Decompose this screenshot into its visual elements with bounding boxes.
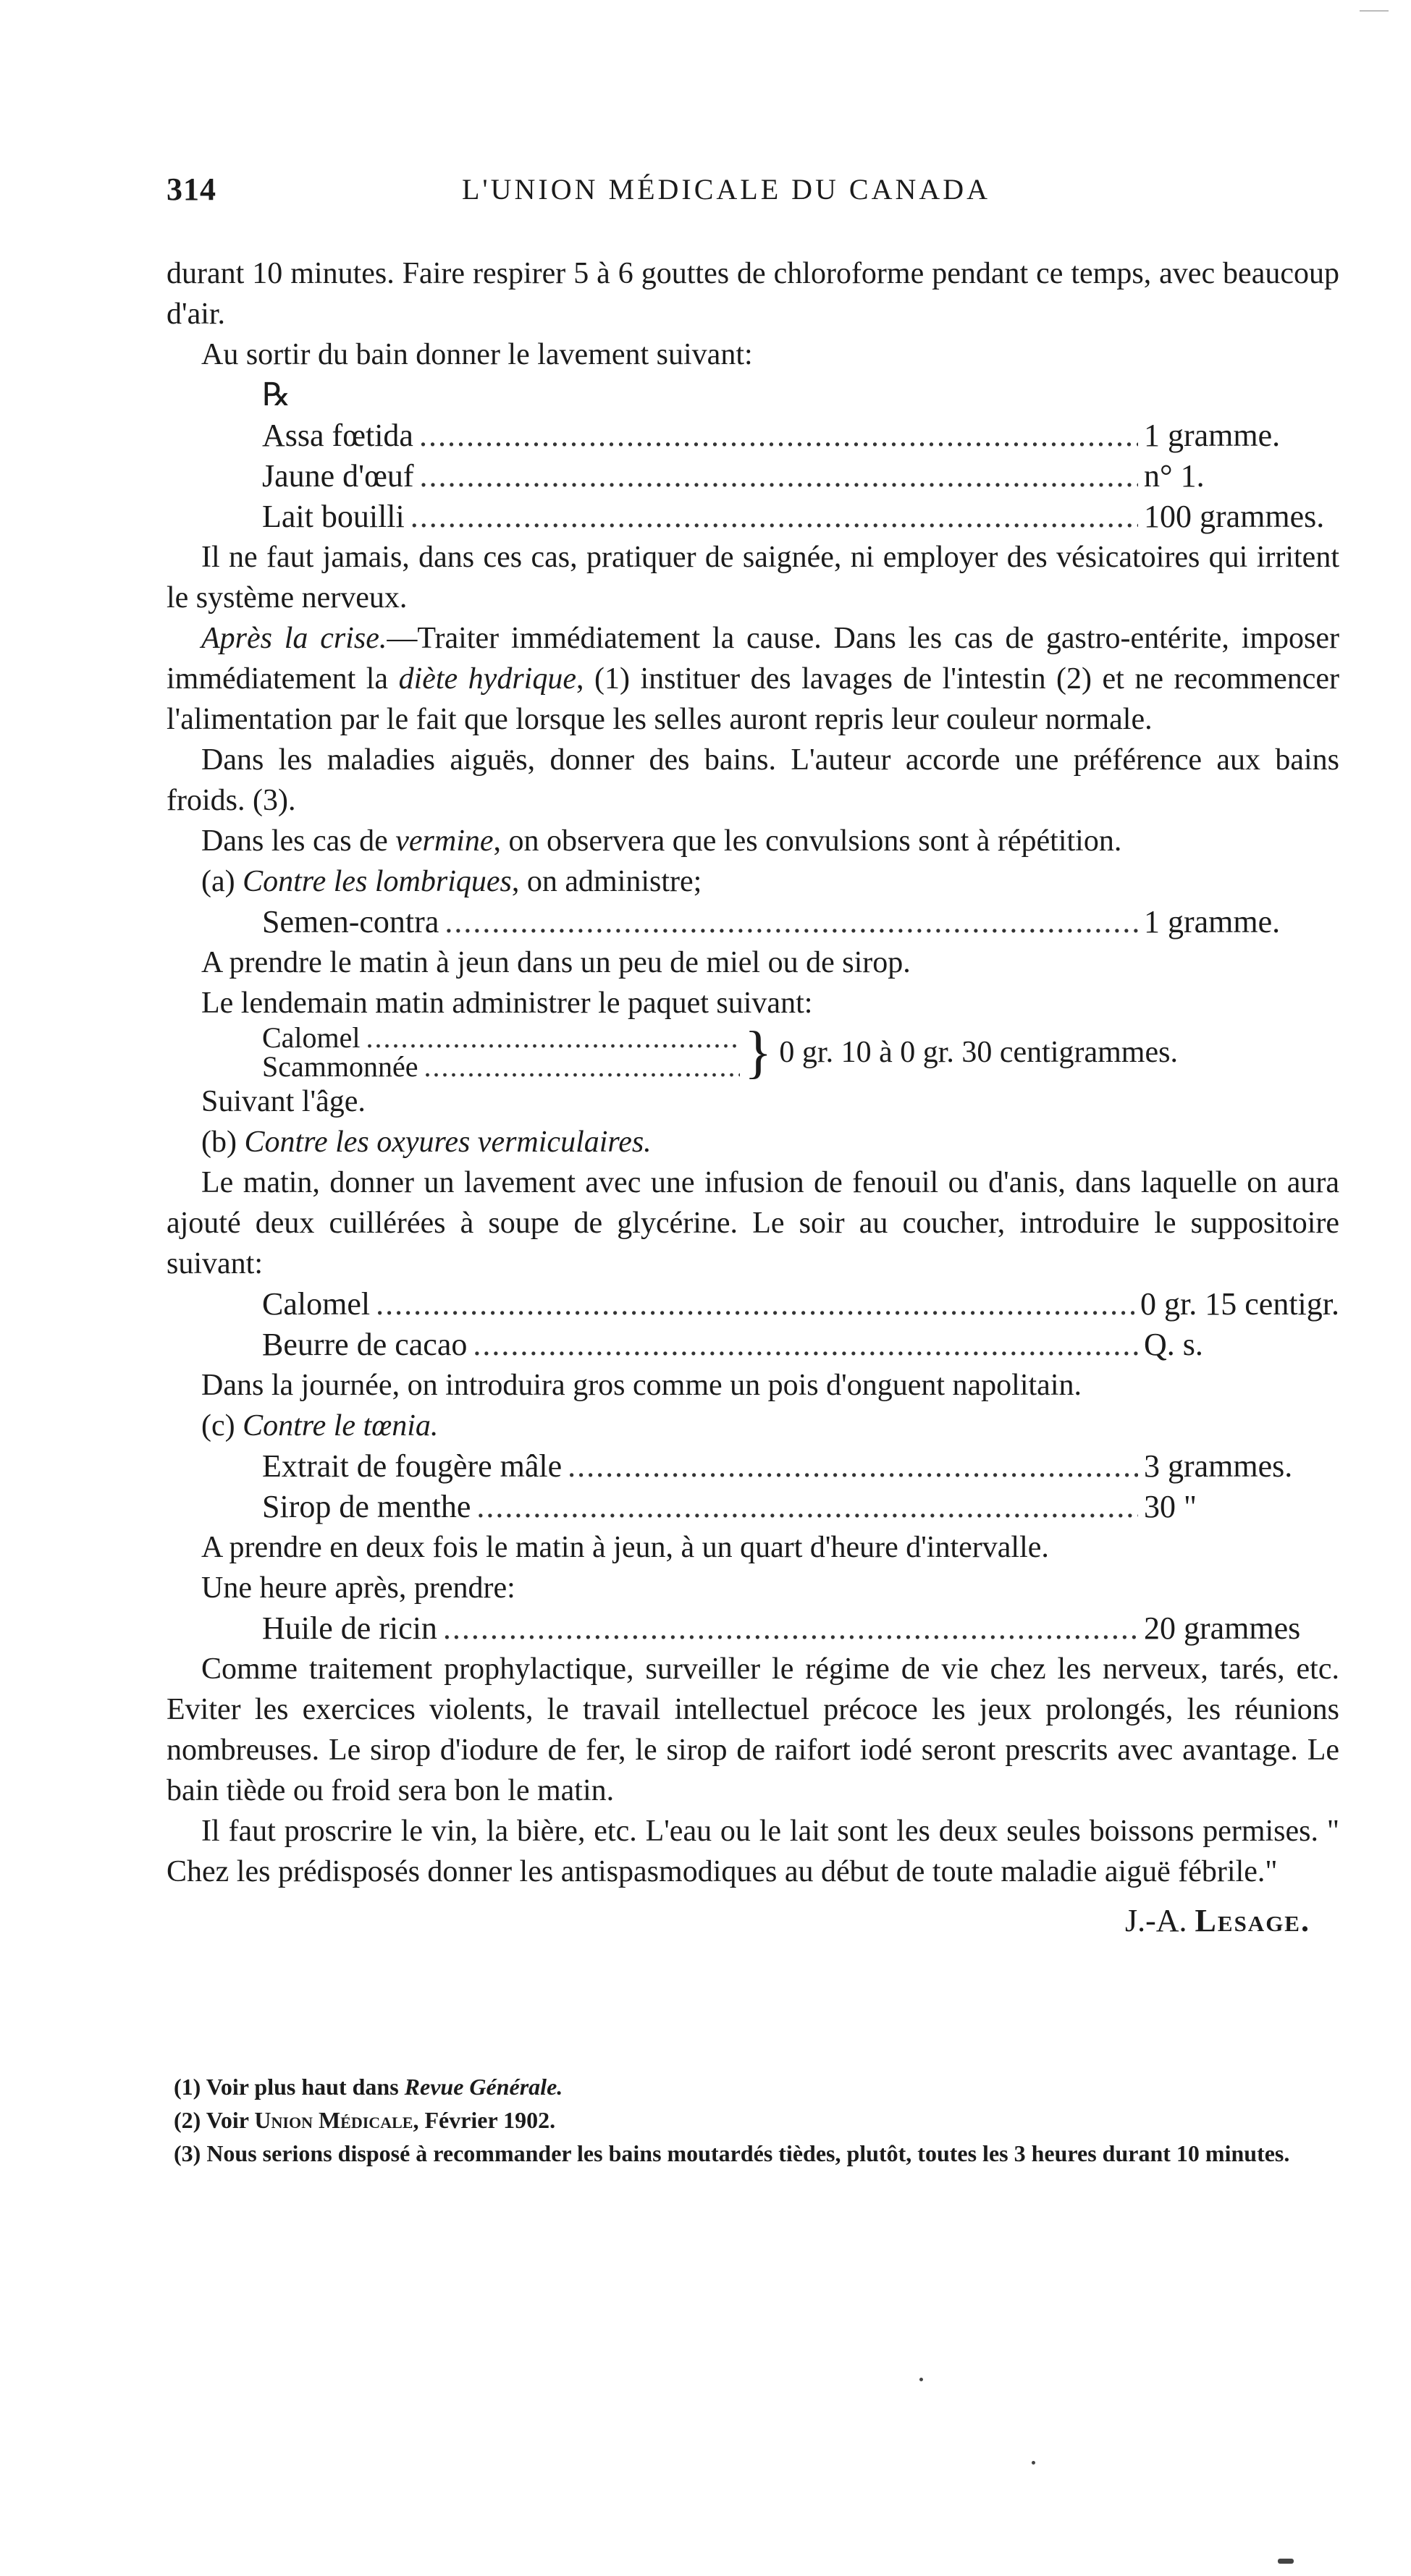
dot-leader bbox=[376, 1284, 1134, 1325]
ingredient-name: Beurre de cacao bbox=[262, 1327, 468, 1362]
footnote-text: , Février 1902. bbox=[413, 2107, 556, 2133]
paragraph: A prendre en deux fois le matin à jeun, à un quart d'heure d'intervalle. bbox=[201, 1531, 1049, 1564]
ingredient-quantity: Q. s. bbox=[1144, 1327, 1203, 1362]
running-title: L'UNION MÉDICALE DU CANADA bbox=[462, 173, 991, 206]
print-speck bbox=[1360, 10, 1389, 12]
ingredient-quantity: 30 " bbox=[1144, 1489, 1197, 1524]
ingredient-quantity: 1 gramme. bbox=[1144, 418, 1281, 453]
footnote-number: (1) bbox=[174, 2074, 201, 2100]
paragraph: Le matin, donner un lavement avec une infusion de fenouil ou d'anis, dans laquelle on aura ajouté deux cuillérées à soupe de glycérine. Le soir au coucher, introduire le suppositoire suivant: bbox=[167, 1166, 1339, 1280]
footnote-number: (3) bbox=[174, 2140, 201, 2166]
author-initials: J.-A. bbox=[1124, 1903, 1195, 1938]
recipe-line bbox=[262, 1284, 1339, 1325]
ingredient-quantity: 1 gramme. bbox=[1144, 904, 1281, 939]
paragraph: Comme traitement prophylactique, surveiller le régime de vie chez les nerveux, tarés, etc. Eviter les exercices violents, le travail intellectuel précoce les jeux prolongés, les réunions nombreuses. Le sirop d'iodure de fer, le sirop de raifort iodé seront prescrits avec avantage. Le bain tiède ou froid sera bon le matin. bbox=[167, 1652, 1339, 1807]
subsection-c-heading bbox=[167, 1406, 1339, 1446]
subsection-title: Contre les oxyures vermiculaires. bbox=[244, 1126, 652, 1159]
dot-leader bbox=[445, 902, 1138, 942]
print-speck bbox=[1278, 2559, 1294, 2564]
author-surname: Lesage. bbox=[1195, 1903, 1310, 1938]
dot-leader bbox=[476, 1487, 1138, 1527]
article-body bbox=[167, 253, 1339, 1941]
ingredient-quantity: 3 grammes. bbox=[1144, 1448, 1293, 1484]
subsection-letter: (a) bbox=[201, 865, 243, 898]
footnotes bbox=[174, 2070, 1332, 2170]
subsection-letter: (c) bbox=[201, 1409, 243, 1443]
paragraph: A prendre le matin à jeun dans un peu de miel ou de sirop. bbox=[201, 946, 911, 979]
subsection-text: , on administre; bbox=[511, 865, 702, 898]
paragraph: Le lendemain matin administrer le paquet suivant: bbox=[201, 987, 813, 1020]
ingredient-name: Sirop de menthe bbox=[262, 1489, 471, 1524]
ingredient-quantity: n° 1. bbox=[1144, 458, 1205, 494]
dot-leader bbox=[420, 456, 1138, 497]
ingredient-name: Calomel bbox=[262, 1286, 371, 1322]
dot-leader bbox=[424, 1052, 741, 1081]
recipe-calomel-scammonnee bbox=[167, 1021, 1339, 1084]
paragraph-text: , on observera que les convulsions sont à répétition. bbox=[493, 824, 1122, 858]
subsection-letter: (b) bbox=[201, 1126, 245, 1159]
paragraph: Au sortir du bain donner le lavement suivant: bbox=[201, 338, 753, 371]
ingredient-quantity: 20 grammes bbox=[1144, 1610, 1301, 1646]
ingredient-name: Assa fœtida bbox=[262, 418, 413, 453]
section-label: Après la crise. bbox=[201, 622, 387, 655]
emphasis-diet: diète hydrique bbox=[398, 662, 576, 696]
recipe-line bbox=[262, 902, 1339, 942]
recipe-line bbox=[262, 1608, 1339, 1649]
paragraph-text: , (1) instituer des lavages de l'intestin (2) et ne recommencer l'alimentation par le fait que lorsque les selles auront repris leur couleur normale. bbox=[167, 662, 1340, 736]
ingredient-name: Lait bouilli bbox=[262, 499, 405, 534]
footnote-text: Voir plus haut dans bbox=[206, 2074, 405, 2100]
ingredient-quantity: 100 grammes. bbox=[1144, 499, 1325, 534]
paragraph-text: —Traiter immédiatement la cause. Dans les cas de gastro-entérite, imposer immédiatement la bbox=[167, 622, 1339, 696]
recipe-line bbox=[262, 1023, 740, 1052]
paragraph: Une heure après, prendre: bbox=[201, 1571, 515, 1605]
dot-leader bbox=[419, 415, 1138, 456]
paragraph: Dans les maladies aiguës, donner des bains. L'auteur accorde une préférence aux bains froids. (3). bbox=[167, 743, 1339, 817]
subsection-b-heading bbox=[167, 1122, 1339, 1162]
ingredient-name: Scammonnée bbox=[262, 1050, 418, 1083]
paragraph bbox=[167, 821, 1339, 861]
dot-leader bbox=[473, 1325, 1138, 1365]
recipe-line bbox=[262, 415, 1339, 456]
footnote-3 bbox=[174, 2137, 1332, 2170]
footnote-number: (2) bbox=[174, 2107, 201, 2133]
ingredient-quantity: 0 gr. 10 à 0 gr. 30 centigrammes. bbox=[779, 1036, 1178, 1069]
page-number: 314 bbox=[167, 172, 216, 207]
recipe-line bbox=[262, 497, 1339, 537]
paragraph-text: Dans les cas de bbox=[201, 824, 396, 858]
recipe-line bbox=[262, 1487, 1339, 1527]
emphasis-vermine: vermine bbox=[395, 824, 494, 858]
brace-ingredients bbox=[262, 1023, 740, 1081]
page-header bbox=[167, 171, 1063, 214]
ingredient-name: Semen-contra bbox=[262, 904, 439, 939]
footnote-text: Nous serions disposé à recommander les bains moutardés tièdes, plutôt, toutes les 3 heures durant 10 minutes. bbox=[206, 2140, 1290, 2166]
recipe-lavement bbox=[167, 415, 1339, 537]
paragraph: Suivant l'âge. bbox=[201, 1085, 366, 1118]
ingredient-name: Calomel bbox=[262, 1021, 361, 1054]
author-signature bbox=[167, 1901, 1339, 1941]
curly-brace-icon: } bbox=[744, 1021, 772, 1084]
recipe-line bbox=[262, 1325, 1339, 1365]
paragraph: Dans la journée, on introduira gros comme un pois d'onguent napolitain. bbox=[201, 1369, 1082, 1402]
dot-leader bbox=[366, 1023, 740, 1052]
subsection-title: Contre le tœnia. bbox=[243, 1409, 439, 1443]
recipe-semen-contra bbox=[167, 902, 1339, 942]
footnote-text: Voir bbox=[206, 2107, 255, 2133]
recipe-huile-ricin bbox=[167, 1608, 1339, 1649]
recipe-line bbox=[262, 456, 1339, 497]
print-speck bbox=[1032, 2461, 1035, 2465]
ingredient-name: Jaune d'œuf bbox=[262, 458, 414, 494]
footnote-reference: Revue Générale. bbox=[404, 2074, 563, 2100]
recipe-line bbox=[262, 1052, 740, 1081]
print-speck bbox=[919, 2378, 923, 2381]
rx-symbol: ℞ bbox=[262, 377, 291, 413]
footnote-2 bbox=[174, 2103, 1332, 2137]
dot-leader bbox=[568, 1446, 1138, 1487]
footnote-1 bbox=[174, 2070, 1332, 2103]
footnote-reference: Union Médicale bbox=[254, 2107, 413, 2133]
ingredient-quantity: 0 gr. 15 centigr. bbox=[1140, 1286, 1339, 1322]
recipe-line bbox=[262, 1446, 1339, 1487]
paragraph bbox=[167, 618, 1339, 740]
ingredient-name: Extrait de fougère mâle bbox=[262, 1448, 563, 1484]
dot-leader bbox=[410, 497, 1138, 537]
paragraph: Il faut proscrire le vin, la bière, etc. L'eau ou le lait sont les deux seules boissons permises. " Chez les prédisposés donner les antispasmodiques au début de toute maladie aiguë fébrile." bbox=[167, 1815, 1339, 1888]
ingredient-name: Huile de ricin bbox=[262, 1610, 437, 1646]
recipe-taenia bbox=[167, 1446, 1339, 1527]
subsection-a-heading bbox=[167, 861, 1339, 902]
paragraph: durant 10 minutes. Faire respirer 5 à 6 gouttes de chloroforme pendant ce temps, avec beaucoup d'air. bbox=[167, 257, 1339, 331]
subsection-title: Contre les lombriques bbox=[243, 865, 512, 898]
dot-leader bbox=[443, 1608, 1138, 1649]
recipe-suppositoire bbox=[167, 1284, 1339, 1365]
paragraph: Il ne faut jamais, dans ces cas, pratiquer de saignée, ni employer des vésicatoires qui irritent le système nerveux. bbox=[167, 541, 1339, 615]
